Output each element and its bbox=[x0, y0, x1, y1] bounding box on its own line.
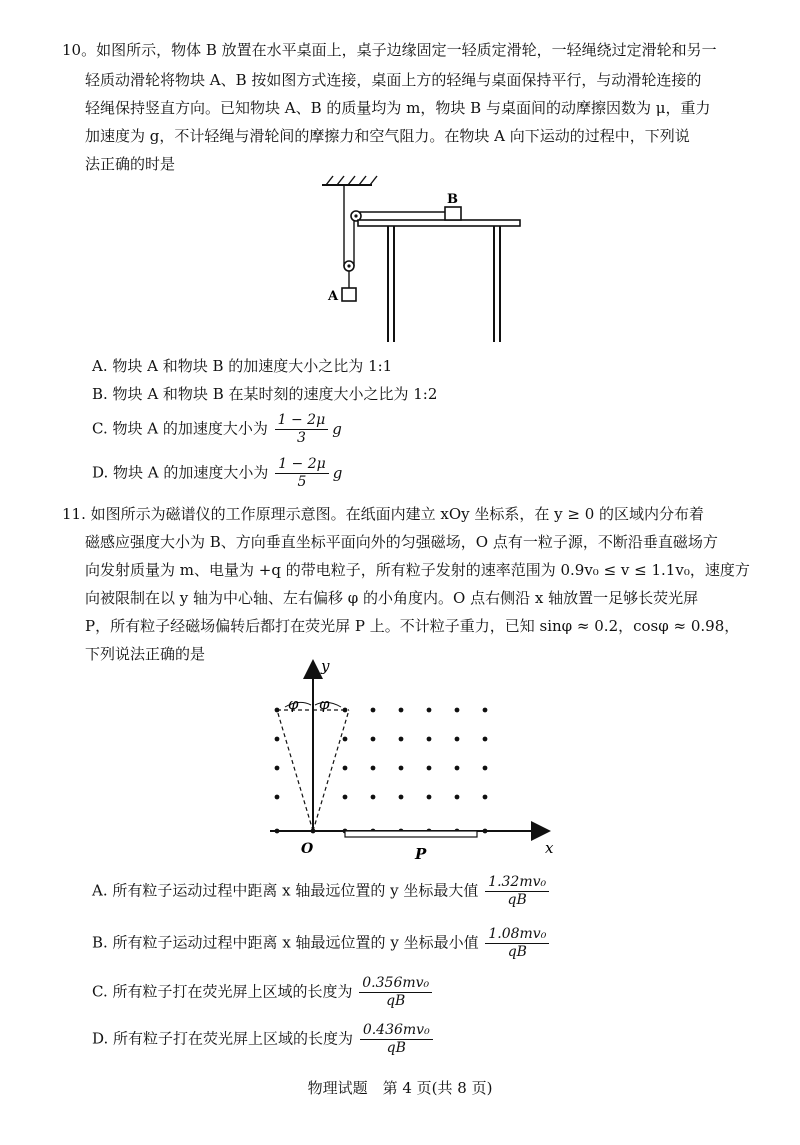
field-dot bbox=[399, 795, 404, 800]
field-dot bbox=[483, 766, 488, 771]
fraction-denominator: qB bbox=[507, 892, 527, 908]
q11-option-b-fraction bbox=[485, 926, 549, 961]
field-dot bbox=[343, 737, 348, 742]
q11-line-2: 磁感应强度大小为 B、方向垂直坐标平面向外的匀强磁场，O 点有一粒子源，不断沿垂直磁场方 bbox=[85, 533, 718, 551]
label-phi-left: φ bbox=[288, 695, 299, 713]
q10-option-b: B. 物块 A 和物块 B 在某时刻的速度大小之比为 1:2 bbox=[92, 385, 438, 403]
fluorescent-screen bbox=[345, 831, 477, 837]
q11-line-1: 11. 如图所示为磁谱仪的工作原理示意图。在纸面内建立 xOy 坐标系，在 y ≥ 0 的区域内分布着 bbox=[62, 505, 705, 523]
block-b bbox=[445, 207, 461, 220]
q11-option-b bbox=[92, 926, 551, 961]
field-dot bbox=[399, 766, 404, 771]
label-b: B bbox=[447, 192, 458, 207]
fraction-numerator: 1 − 2μ bbox=[275, 412, 329, 430]
q10-option-c-fraction bbox=[275, 412, 329, 447]
field-dot bbox=[483, 795, 488, 800]
field-dot bbox=[427, 737, 432, 742]
q10-option-d-text: D. 物块 A 的加速度大小为 bbox=[92, 463, 269, 482]
fraction-denominator: qB bbox=[507, 944, 527, 960]
field-dot bbox=[371, 766, 376, 771]
page-footer: 物理试题 第 4 页(共 8 页) bbox=[307, 1079, 493, 1097]
fraction-denominator: qB bbox=[386, 993, 406, 1009]
q11-option-d-text: D. 所有粒子打在荧光屏上区域的长度为 bbox=[92, 1029, 354, 1048]
field-dot bbox=[427, 708, 432, 713]
fraction-denominator: qB bbox=[386, 1040, 406, 1056]
q11-option-a-text: A. 所有粒子运动过程中距离 x 轴最远位置的 y 坐标最大值 bbox=[92, 881, 479, 900]
q11-line-4: 向被限制在以 y 轴为中心轴、左右偏移 φ 的小角度内。O 点右侧沿 x 轴放置一足够长荧光屏 bbox=[85, 589, 699, 607]
q10-line-3: 轻绳保持竖直方向。已知物块 A、B 的质量均为 m，物块 B 与桌面间的动摩擦因数为 μ，重力 bbox=[85, 99, 711, 117]
fraction-numerator: 0.356mv₀ bbox=[359, 975, 432, 993]
q11-option-b-text: B. 所有粒子运动过程中距离 x 轴最远位置的 y 坐标最小值 bbox=[92, 933, 479, 952]
field-dot bbox=[275, 737, 280, 742]
q11-magnetic-figure bbox=[255, 655, 565, 870]
q10-line-2: 轻质动滑轮将物块 A、B 按如图方式连接，桌面上方的轻绳与桌面保持平行，与动滑轮连接的 bbox=[85, 71, 702, 89]
field-dot bbox=[483, 708, 488, 713]
table-top bbox=[358, 220, 520, 226]
q10-line-1: 10。如图所示，物体 B 放置在水平桌面上，桌子边缘固定一轻质定滑轮，一轻绳绕过定滑轮和另一 bbox=[62, 41, 717, 59]
label-x: x bbox=[545, 839, 554, 857]
fraction-numerator: 0.436mv₀ bbox=[360, 1022, 433, 1040]
fraction-numerator: 1 − 2μ bbox=[275, 456, 329, 474]
field-dot bbox=[455, 708, 460, 713]
q10-line-5: 法正确的时是 bbox=[85, 155, 176, 173]
label-o: O bbox=[301, 841, 314, 857]
unit-g: g bbox=[332, 419, 342, 438]
field-dot bbox=[275, 766, 280, 771]
fraction-numerator: 1.08mv₀ bbox=[485, 926, 549, 944]
label-y: y bbox=[321, 657, 330, 675]
field-dot bbox=[399, 737, 404, 742]
q11-line-5: P，所有粒子经磁场偏转后都打在荧光屏 P 上。不计粒子重力，已知 sinφ ≈ 0.2，cosφ ≈ 0.98， bbox=[85, 617, 740, 635]
cone-right-edge bbox=[313, 710, 349, 831]
field-dot bbox=[455, 737, 460, 742]
label-p: P bbox=[415, 845, 427, 863]
q11-option-a bbox=[92, 874, 551, 909]
q10-option-a: A. 物块 A 和物块 B 的加速度大小之比为 1:1 bbox=[92, 357, 393, 375]
field-dot bbox=[455, 766, 460, 771]
field-dot bbox=[427, 766, 432, 771]
field-dot bbox=[371, 708, 376, 713]
q10-option-c bbox=[92, 412, 342, 447]
label-phi-right: φ bbox=[319, 695, 330, 713]
unit-g: g bbox=[332, 463, 343, 482]
q11-option-d-fraction bbox=[360, 1022, 433, 1057]
fraction-denominator: 3 bbox=[296, 430, 306, 446]
q11-line-6: 下列说法正确的是 bbox=[85, 645, 206, 663]
field-dot bbox=[371, 795, 376, 800]
q10-option-d bbox=[92, 456, 342, 491]
field-dot bbox=[275, 795, 280, 800]
q10-line-4: 加速度为 g，不计轻绳与滑轮间的摩擦力和空气阻力。在物块 A 向下运动的过程中，下列说 bbox=[85, 127, 690, 145]
q11-option-c-fraction bbox=[359, 975, 432, 1010]
block-a bbox=[342, 288, 356, 301]
field-dot bbox=[371, 737, 376, 742]
fraction-denominator: 5 bbox=[297, 474, 307, 490]
q11-option-c bbox=[92, 975, 434, 1010]
q10-option-d-fraction bbox=[275, 456, 329, 491]
q11-option-d bbox=[92, 1022, 435, 1057]
ceiling-hatch bbox=[326, 176, 377, 185]
q11-option-a-fraction bbox=[485, 874, 549, 909]
label-a: A bbox=[328, 289, 339, 304]
q11-option-c-text: C. 所有粒子打在荧光屏上区域的长度为 bbox=[92, 982, 353, 1001]
field-dot bbox=[399, 708, 404, 713]
field-dot bbox=[483, 737, 488, 742]
magnetic-field-dots bbox=[275, 708, 488, 834]
field-dot bbox=[455, 795, 460, 800]
q10-option-c-text: C. 物块 A 的加速度大小为 bbox=[92, 419, 268, 438]
field-dot bbox=[427, 795, 432, 800]
q11-line-3: 向发射质量为 m、电量为 +q 的带电粒子，所有粒子发射的速率范围为 0.9v₀ ≤ v ≤ 1.1v₀，速度方 bbox=[85, 561, 750, 579]
q10-pulley-figure bbox=[300, 170, 530, 350]
field-dot bbox=[343, 766, 348, 771]
field-dot bbox=[343, 795, 348, 800]
cone-left-edge bbox=[277, 710, 313, 831]
fraction-numerator: 1.32mv₀ bbox=[485, 874, 549, 892]
